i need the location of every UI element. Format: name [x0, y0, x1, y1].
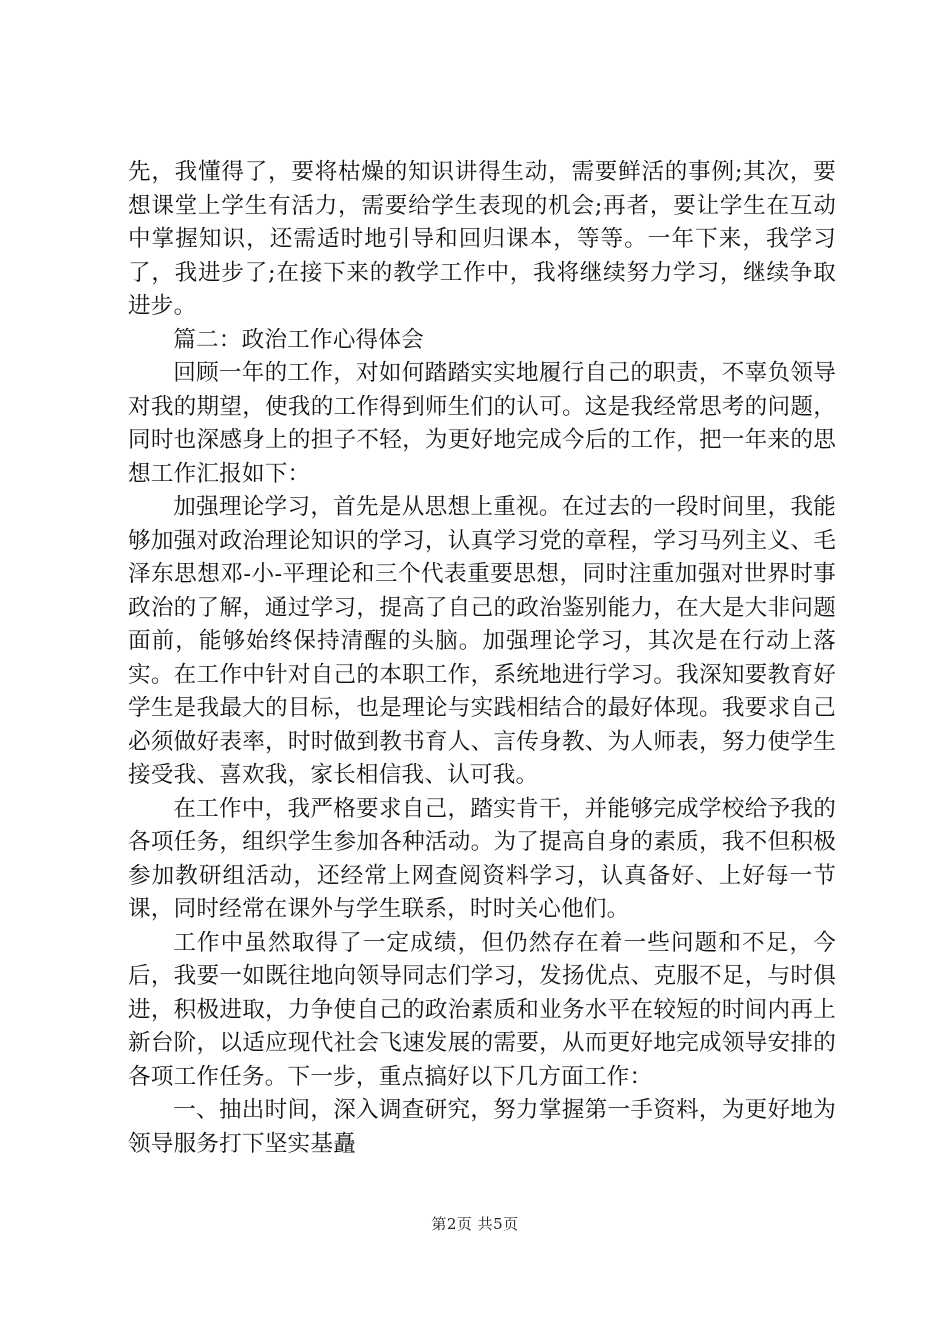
page-number-footer: 第2页 共5页 — [431, 1215, 519, 1233]
paragraph-plan-item-one: 一、抽出时间，深入调查研究，努力掌握第一手资料，为更好地为领导服务打下坚实基矗 — [128, 1097, 836, 1157]
document-body — [128, 156, 836, 1161]
paragraph-work-conduct: 在工作中，我严格要求自己，踏实肯干，并能够完成学校给予我的各项任务，组织学生参加各种活动。为了提高自身的素质，我不但积极参加教研组活动，还经常上网查阅资料学习，认真备好、上好每一节课，同时经常在课外与学生联系，时时关心他们。 — [128, 795, 836, 922]
paragraph-theory-study: 加强理论学习，首先是从思想上重视。在过去的一段时间里，我能够加强对政治理论知识的学习，认真学习党的章程，学习马列主义、毛泽东思想邓-小-平理论和三个代表重要思想，同时注重加强对世界时事政治的了解，通过学习，提高了自己的政治鉴别能力，在大是大非问题面前，能够始终保持清醒的头脑。加强理论学习，其次是在行动上落实。在工作中针对自己的本职工作，系统地进行学习。我深知要教育好学生是我最大的目标，也是理论与实践相结合的最好体现。我要求自己必须做好表率，时时做到教书育人、言传身教、为人师表，努力使学生接受我、喜欢我，家长相信我、认可我。 — [128, 494, 836, 788]
paragraph-continued-text: 先，我懂得了，要将枯燥的知识讲得生动，需要鲜活的事例;其次，要想课堂上学生有活力，需要给学生表现的机会;再者，要让学生在互动中掌握知识，还需适时地引导和回归课本，等等。一年下来，我学习了，我进步了;在接下来的教学工作中，我将继续努力学习，继续争取进步。 — [128, 159, 836, 319]
paragraph-shortcomings: 工作中虽然取得了一定成绩，但仍然存在着一些问题和不足，今后，我要一如既往地向领导同志们学习，发扬优点、克服不足，与时俱进，积极进取，力争使自己的政治素质和业务水平在较短的时间内再上新台阶，以适应现代社会飞速发展的需要，从而更好地完成领导安排的各项工作任务。下一步，重点搞好以下几方面工作： — [128, 929, 836, 1090]
paragraph-review: 回顾一年的工作，对如何踏踏实实地履行自己的职责，不辜负领导对我的期望，使我的工作得到师生们的认可。这是我经常思考的问题，同时也深感身上的担子不轻，为更好地完成今后的工作，把一年来的思想工作汇报如下： — [128, 360, 836, 487]
section-heading: 篇二：政治工作心得体会 — [173, 326, 424, 353]
